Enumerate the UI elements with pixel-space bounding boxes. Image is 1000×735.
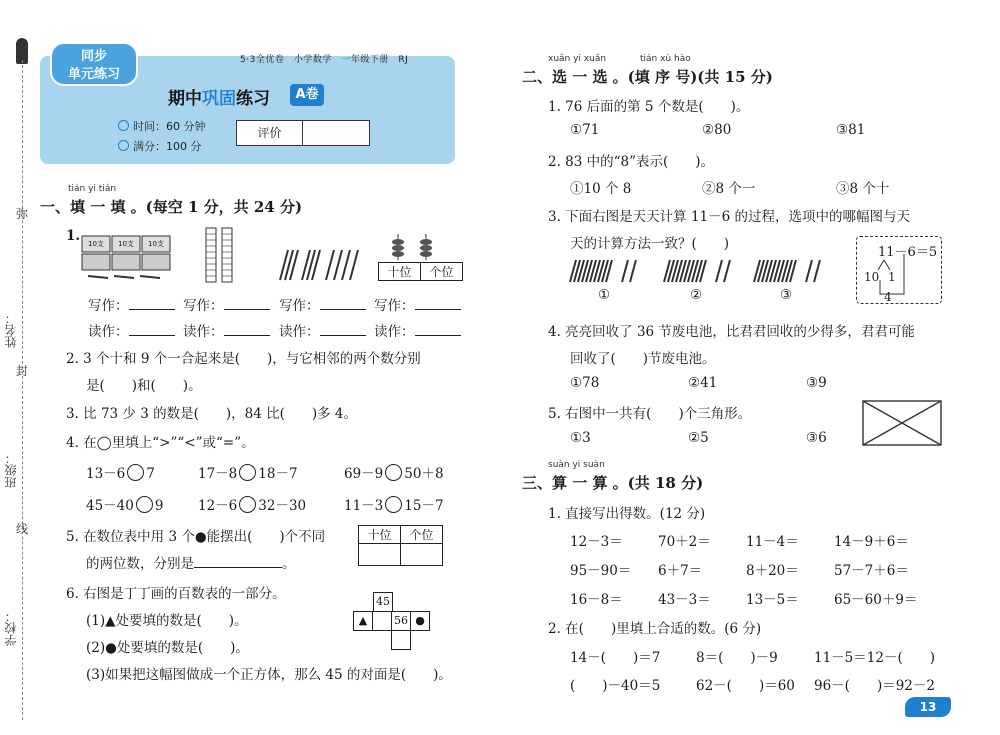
bundle-label-1: 10支 <box>88 240 104 248</box>
q5-ones-cell[interactable] <box>401 544 443 566</box>
evaluation-label: 评价 <box>237 121 303 145</box>
calc-item[interactable]: 70＋2＝ <box>658 534 711 550</box>
calc-item[interactable]: 14－9＋6＝ <box>834 534 909 550</box>
write-blank[interactable] <box>224 309 270 310</box>
grid-cell-dot: ● <box>410 611 430 631</box>
section3-pinyin: suàn yi suàn <box>548 460 605 470</box>
title-part3: 练习 <box>236 89 270 109</box>
cmp-left: 45－40 <box>86 498 134 514</box>
write-row <box>374 294 461 314</box>
read-row <box>374 320 461 340</box>
cmp-item <box>344 462 444 482</box>
write-row <box>88 294 175 314</box>
cmp-right: 32－30 <box>258 498 307 514</box>
write-blank[interactable] <box>415 309 461 310</box>
q6-c: (3)如果把这幅图做成一个正方体，那么 45 的对面是( )。 <box>86 667 452 683</box>
read-blank[interactable] <box>320 335 366 336</box>
s2-q4-opt1[interactable]: ①78 <box>570 375 600 391</box>
binding-mark-low: 线 <box>16 522 29 536</box>
fill-item[interactable]: 96－( )＝92－2 <box>814 678 935 694</box>
q3-stick-pictures <box>566 256 830 286</box>
s2-q3-opt2[interactable]: ② <box>690 287 703 303</box>
evaluation-box <box>236 120 370 146</box>
write-row <box>183 294 270 314</box>
q2-line1: 2. 3 个十和 9 个一合起来是( )，与它相邻的两个数分别 <box>66 351 421 367</box>
s2-q2-opt1[interactable]: ①10 个 8 <box>570 181 632 197</box>
section3-title: 三、算 一 算 。(共 18 分) <box>522 474 704 492</box>
write-label: 写作： <box>88 298 129 314</box>
place-ones: 个位 <box>421 263 463 281</box>
s2-q4-opt2[interactable]: ②41 <box>688 375 718 391</box>
class-field-label: 班级： <box>4 452 18 488</box>
triangle-count-figure <box>862 400 942 446</box>
section2-pinyin2: tián xù hào <box>640 54 691 64</box>
compare-circle[interactable] <box>127 464 144 481</box>
read-label: 读作： <box>88 324 129 340</box>
read-blank[interactable] <box>224 335 270 336</box>
calc-item[interactable]: 95－90＝ <box>570 563 632 579</box>
q6-b: (2)●处要填的数是( )。 <box>86 640 249 656</box>
clock-icon <box>118 120 129 131</box>
exam-title <box>168 84 270 109</box>
tens-rods-picture <box>200 226 240 284</box>
calc-item[interactable]: 65－60＋9＝ <box>834 592 918 608</box>
cmp-item <box>344 494 444 514</box>
compare-circle[interactable] <box>385 464 402 481</box>
time-text: 时间：60 分钟 <box>133 120 206 133</box>
grid-cell-bottom <box>391 630 411 650</box>
unit-practice-badge <box>50 42 138 86</box>
cmp-left: 17－8 <box>198 466 238 482</box>
s2-q2-opt2[interactable]: ②8 个一 <box>702 181 756 197</box>
q5-ones-header: 个位 <box>401 526 443 544</box>
q5-place-value-table <box>358 525 443 566</box>
s2-q4-line2: 回收了( )节废电池。 <box>570 351 716 367</box>
abacus-picture <box>378 232 444 262</box>
cmp-item <box>86 494 163 514</box>
binding-mark-mid: 封 <box>16 364 29 378</box>
s2-q1-opt2[interactable]: ②80 <box>702 122 732 138</box>
badge-line1: 同步 <box>80 49 107 64</box>
write-label: 写作： <box>183 298 224 314</box>
q3-ten: 10 <box>864 270 880 284</box>
section2-pinyin1: xuǎn yi xuǎn <box>548 54 607 64</box>
cmp-left: 69－9 <box>344 466 384 482</box>
binding-mark-top: 弥 <box>16 207 29 221</box>
q5-line2: 的两位数，分别是 。 <box>86 556 296 572</box>
q2-line2: 是( )和( )。 <box>86 378 202 394</box>
s3-q1: 1. 直接写出得数。(12 分) <box>548 506 706 522</box>
cmp-left: 13－6 <box>86 466 126 482</box>
s2-q1-opt1[interactable]: ①71 <box>570 122 600 138</box>
cmp-right: 15－7 <box>404 498 444 514</box>
q5-tens-header: 十位 <box>359 526 401 544</box>
cmp-item <box>198 494 306 514</box>
q3: 3. 比 73 少 3 的数是( )，84 比( )多 4。 <box>66 406 358 422</box>
write-label: 写作： <box>374 298 415 314</box>
s3-q2: 2. 在( )里填上合适的数。(6 分) <box>548 621 762 637</box>
q4: 4. 在◯里填上“>”“<”或“=”。 <box>66 435 255 451</box>
s2-q1: 1. 76 后面的第 5 个数是( )。 <box>548 99 750 115</box>
write-blank[interactable] <box>320 309 366 310</box>
section2-title: 二、选 一 选 。(填 序 号)(共 15 分) <box>522 68 773 86</box>
s2-q3-line2: 天的计算方法一致？( ) <box>570 236 730 252</box>
q6: 6. 右图是丁丁画的百数表的一部分。 <box>66 586 286 602</box>
score-text: 满分：100 分 <box>133 140 202 153</box>
s2-q5: 5. 右图中一共有( )个三角形。 <box>548 406 752 422</box>
read-row <box>183 320 270 340</box>
badge-line2: 单元练习 <box>67 67 120 82</box>
q3-one: 1 <box>888 270 896 284</box>
bundle-label-3: 10支 <box>148 240 164 248</box>
calc-item[interactable]: 11－4＝ <box>746 534 799 550</box>
pencil-bundles-picture <box>80 228 176 284</box>
page-number: 13 <box>905 697 951 717</box>
q1-number: 1. <box>66 228 81 244</box>
read-blank[interactable] <box>415 335 461 336</box>
s2-q3-opt1[interactable]: ① <box>598 287 611 303</box>
cmp-right: 7 <box>146 466 155 482</box>
s2-q3-line1: 3. 下面右图是天天计算 11－6 的过程，选项中的哪幅图与天 <box>548 209 911 225</box>
q5-answer-blank[interactable] <box>194 567 282 568</box>
q6-a: (1)▲处要填的数是( )。 <box>86 613 248 629</box>
read-label: 读作： <box>279 324 320 340</box>
paper-a-badge: A卷 <box>290 84 324 106</box>
read-label: 读作： <box>374 324 415 340</box>
calc-item[interactable]: 13－5＝ <box>746 592 799 608</box>
time-info <box>118 118 206 134</box>
fill-item[interactable]: 62－( )＝60 <box>696 678 795 694</box>
write-label: 写作： <box>279 298 320 314</box>
fill-item[interactable]: ( )－40＝5 <box>570 678 661 694</box>
name-field-label: 姓名： <box>4 312 18 348</box>
s2-q4-opt3[interactable]: ③9 <box>806 375 827 391</box>
s2-q5-opt2[interactable]: ②5 <box>688 430 709 446</box>
s2-q2-opt3[interactable]: ③8 个十 <box>836 181 890 197</box>
place-tens: 十位 <box>379 263 421 281</box>
q3-formula: 11－6＝5 <box>878 245 938 260</box>
grid-cell-45: 45 <box>373 592 393 612</box>
sticks-picture <box>276 246 360 282</box>
binding-dashed-line <box>22 60 23 720</box>
q5-tens-cell[interactable] <box>359 544 401 566</box>
grid-cell-triangle: ▲ <box>353 611 373 631</box>
s2-q5-opt3[interactable]: ③6 <box>806 430 827 446</box>
compare-circle[interactable] <box>385 496 402 513</box>
score-info <box>118 138 202 154</box>
section1-title: 一、填 一 填 。(每空 1 分，共 24 分) <box>40 198 303 216</box>
bundle-label-2: 10支 <box>118 240 134 248</box>
calc-item[interactable]: 12－3＝ <box>570 534 623 550</box>
section1-pinyin: tián yi tián <box>68 184 117 194</box>
title-part1: 期中 <box>168 89 202 109</box>
write-blank[interactable] <box>129 309 175 310</box>
cmp-right: 9 <box>154 498 164 514</box>
fill-item[interactable]: 11－5＝12－( ) <box>814 650 935 666</box>
q5-line1: 5. 在数位表中用 3 个●能摆出( )个不同 <box>66 529 326 545</box>
cmp-left: 11－3 <box>344 498 384 514</box>
compare-circle[interactable] <box>239 464 256 481</box>
q5-line2-text: 的两位数，分别是 <box>86 556 194 572</box>
compare-circle[interactable] <box>239 496 256 513</box>
cmp-item <box>86 462 155 482</box>
q1-place-value-table <box>378 262 463 281</box>
read-blank[interactable] <box>129 335 175 336</box>
calc-item[interactable]: 8＋20＝ <box>746 563 799 579</box>
fill-item[interactable]: 8＝( )－9 <box>696 650 778 666</box>
q3-four: 4 <box>884 290 892 304</box>
s2-q3-opt3[interactable]: ③ <box>780 287 793 303</box>
read-row <box>88 320 175 340</box>
compare-circle[interactable] <box>136 496 153 513</box>
cmp-right: 50＋8 <box>404 466 444 482</box>
read-row <box>279 320 366 340</box>
title-part2: 巩固 <box>202 89 236 109</box>
calc-item[interactable]: 43－3＝ <box>658 592 711 608</box>
book-info: 5·3全优卷 小学数学 一年级下册 RJ <box>240 55 409 65</box>
read-label: 读作： <box>183 324 224 340</box>
grid-cell-56: 56 <box>391 611 411 631</box>
cmp-item <box>198 462 298 482</box>
check-icon <box>118 140 129 151</box>
calc-item[interactable]: 16－8＝ <box>570 592 623 608</box>
evaluation-input[interactable] <box>303 121 369 145</box>
s2-q4-line1: 4. 亮亮回收了 36 节废电池，比君君回收的少得多，君君可能 <box>548 324 915 340</box>
cmp-left: 12－6 <box>198 498 238 514</box>
calc-item[interactable]: 6＋7＝ <box>658 563 703 579</box>
write-row <box>279 294 366 314</box>
s2-q1-opt3[interactable]: ③81 <box>836 122 866 138</box>
cmp-right: 18－7 <box>258 466 298 482</box>
calc-item[interactable]: 57－7＋6＝ <box>834 563 909 579</box>
fill-item[interactable]: 14－( )＝7 <box>570 650 661 666</box>
s2-q2: 2. 83 中的“8”表示( )。 <box>548 154 715 170</box>
s2-q5-opt1[interactable]: ①3 <box>570 430 591 446</box>
school-field-label: 学校： <box>4 610 18 646</box>
grid-cell-empty <box>372 611 392 631</box>
